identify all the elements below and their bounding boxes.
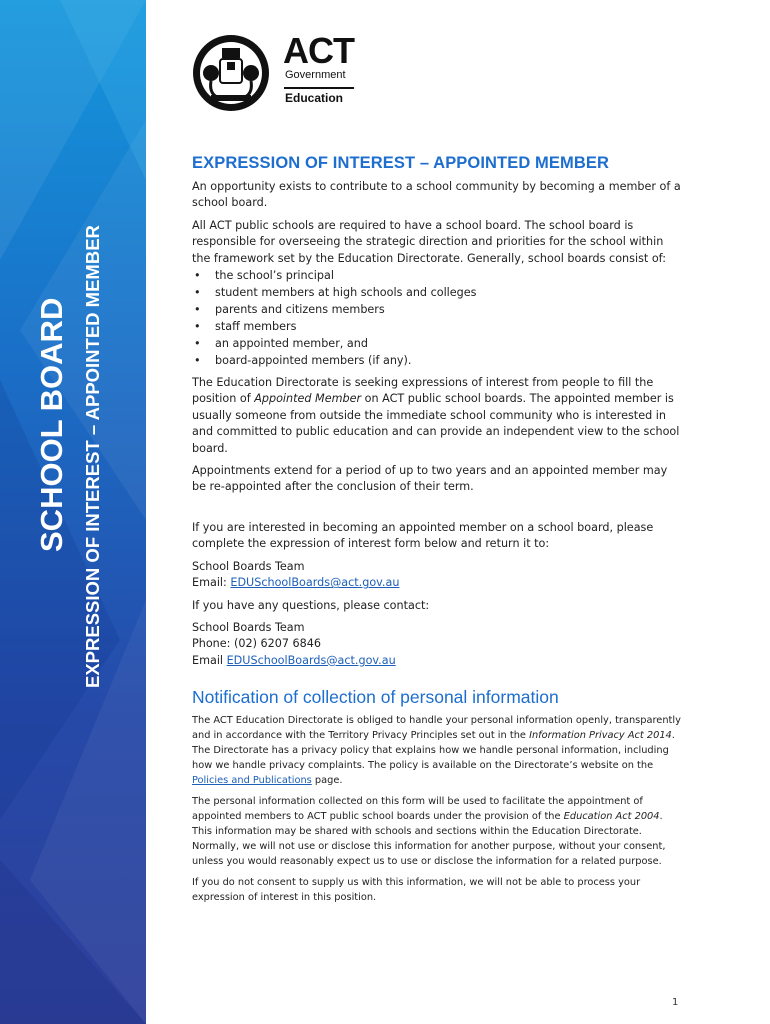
privacy-text: The ACT Education Directorate is obliged to handle your personal information openly, transparently and in accordance with the Territory Privacy Principles set out in the [192, 715, 681, 742]
sidebar-title: SCHOOL BOARD [34, 297, 69, 552]
main-content [192, 154, 684, 911]
email-label: Email [192, 653, 227, 667]
logo-act: ACT [283, 30, 354, 71]
education-act-title: Education Act 2004 [563, 811, 660, 823]
list-item: • parents and citizens members [192, 301, 684, 318]
intro-paragraph: An opportunity exists to contribute to a school community by becoming a member of a school board. [192, 180, 681, 210]
list-item: • an appointed member, and [192, 335, 684, 352]
contact-block-2 [192, 620, 684, 669]
logo-divider [284, 87, 354, 89]
interested-paragraph: If you are interested in becoming an appointed member on a school board, please complete the expression of interest form below and return it to: [192, 520, 654, 551]
list-item: • the school’s principal [192, 267, 684, 284]
logo-government: Government [285, 69, 346, 81]
page-title: EXPRESSION OF INTEREST – APPOINTED MEMBER [192, 154, 609, 172]
appointments-paragraph: Appointments extend for a period of up to two years and an appointed member may be re-appointed after the conclusion of their term. [192, 464, 668, 494]
contact-block-1 [192, 559, 684, 592]
board-members-list [192, 267, 684, 369]
page-number: 1 [672, 997, 679, 1008]
list-item: • staff members [192, 318, 684, 335]
privacy-paragraph-1 [192, 713, 684, 788]
sidebar-banner [0, 0, 146, 1024]
seeking-text-end: on ACT public school boards. The appointed member is usually someone from outside the immediate school community who is interested in and committed to public education and can provide an independent view to the school board. [192, 392, 680, 455]
questions-paragraph: If you have any questions, please contact: [192, 598, 430, 612]
list-item: • student members at high schools and colleges [192, 284, 684, 301]
sidebar-subtitle: EXPRESSION OF INTEREST – APPOINTED MEMBER [82, 225, 103, 688]
contact-team: School Boards Team [192, 620, 305, 634]
email-label: Email: [192, 576, 231, 590]
privacy-paragraph-2 [192, 794, 684, 869]
seeking-emphasis: Appointed Member [254, 392, 362, 406]
coat-of-arms-icon [191, 33, 273, 115]
privacy-section [192, 713, 684, 905]
privacy-text: The personal information collected on this form will be used to facilitate the appointment of appointed members to ACT public school boards under the provision of the [192, 796, 643, 823]
seeking-paragraph [192, 375, 684, 457]
act-government-logo [191, 30, 371, 113]
contact-team: School Boards Team [192, 559, 305, 573]
logo-education: Education [285, 91, 344, 105]
privacy-text: . The Directorate has a privacy policy that explains how we handle personal information, including how we handle privacy complaints. The policy is available on the Directorate’s website on the [192, 730, 675, 772]
list-item: • board-appointed members (if any). [192, 352, 684, 369]
privacy-text: page. [311, 775, 343, 787]
privacy-text: . This information may be shared with schools and sections within the Education Directorate. Normally, we will not use or disclose this information for another purpose, without your consent, unless you would reasonably expect us to use or disclose the information for a related purpose. [192, 811, 666, 868]
email-link[interactable]: EDUSchoolBoards@act.gov.au [226, 653, 396, 667]
decorative-triangles [0, 0, 146, 1024]
phone-text: Phone: (02) 6207 6846 [192, 637, 322, 651]
privacy-act-title: Information Privacy Act 2014 [529, 730, 672, 742]
board-paragraph: All ACT public schools are required to have a school board. The school board is responsible for overseeing the strategic direction and priorities for the school within the framework set by the Education Directorate. Generally, school boards consist of: [192, 218, 666, 265]
seeking-text: The Education Directorate is seeking expressions of interest from people to fill the position of [192, 376, 654, 406]
privacy-paragraph-3: If you do not consent to supply us with this information, we will not be able to process your expression of interest in this position. [192, 877, 641, 904]
privacy-heading: Notification of collection of personal information [192, 687, 559, 708]
email-link[interactable]: EDUSchoolBoards@act.gov.au [230, 576, 400, 590]
policies-link[interactable]: Policies and Publications [192, 775, 312, 787]
